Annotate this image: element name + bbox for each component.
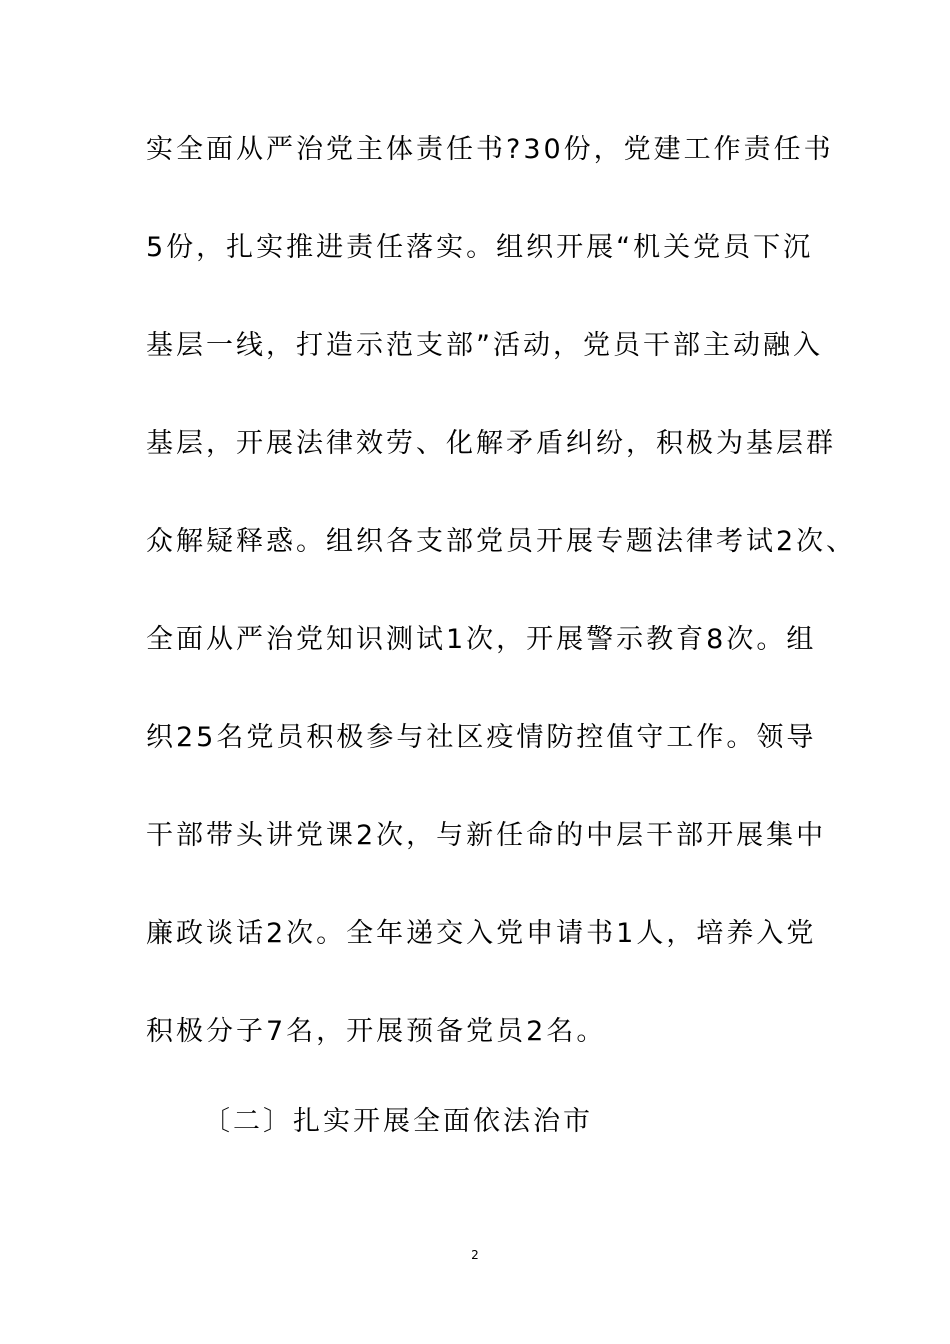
body-text-line: 实全面从严治党主体责任书?30份，党建工作责任书 xyxy=(146,134,834,165)
page-number: 2 xyxy=(471,1248,479,1262)
body-text-line: 廉政谈话2次。全年递交入党申请书1人，培养入党 xyxy=(146,918,817,949)
body-text-line: 基层，开展法律效劳、化解矛盾纠纷，积极为基层群 xyxy=(146,428,836,459)
body-text-line: 基层一线，打造示范支部”活动，党员干部主动融入 xyxy=(146,330,823,361)
body-text-line: 积极分子7名，开展预备党员2名。 xyxy=(146,1016,607,1047)
body-text-line: 全面从严治党知识测试1次，开展警示教育8次。组 xyxy=(146,624,817,655)
body-text-line: 众解疑释惑。组织各支部党员开展专题法律考试2次、 xyxy=(146,526,857,557)
body-text-line: 织25名党员积极参与社区疫情防控值守工作。领导 xyxy=(146,722,817,753)
section-heading: 〔二〕扎实开展全面依法治市 xyxy=(203,1106,593,1137)
body-text-line: 干部带头讲党课2次，与新任命的中层干部开展集中 xyxy=(146,820,827,851)
body-text-line: 5份，扎实推进责任落实。组织开展“机关党员下沉 xyxy=(146,232,814,263)
